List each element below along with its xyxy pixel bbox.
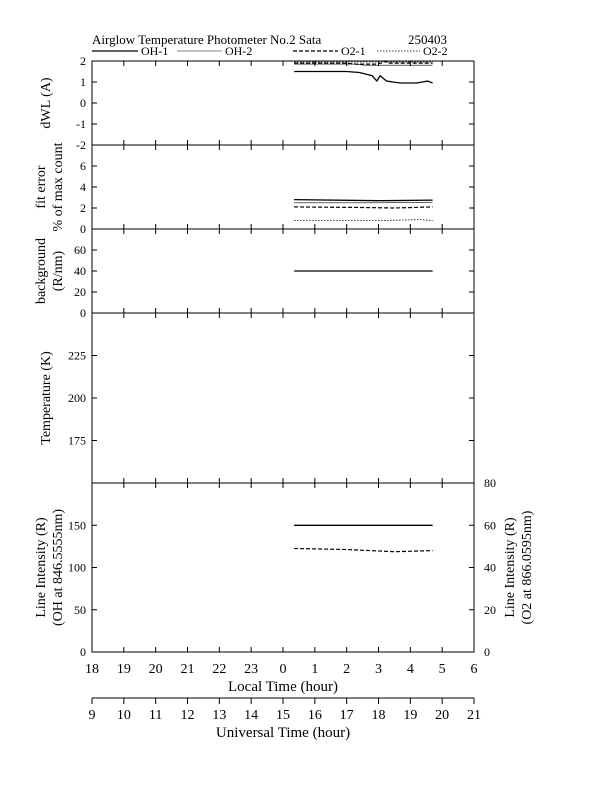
panel-frame-temp — [92, 313, 474, 483]
y-tick-label-int: 0 — [80, 645, 86, 659]
y-right-axis-label: Line Intensity (R) — [503, 517, 518, 618]
chart-title: Airglow Temperature Photometer No.2 Sata — [92, 32, 322, 47]
local-time-tick-label: 0 — [279, 662, 287, 677]
local-time-tick-label: 18 — [85, 662, 99, 677]
local-time-tick-label: 19 — [116, 662, 131, 677]
local-time-tick-label: 4 — [406, 662, 414, 677]
y-tick-label-bg: 40 — [74, 264, 86, 278]
y-right-tick-label: 40 — [484, 560, 496, 575]
y-right-axis-label: (O2 at 866.0595nm) — [520, 510, 535, 625]
ut-tick-label: 17 — [339, 708, 354, 723]
y-tick-label-fit: 2 — [80, 201, 86, 215]
ut-tick-label: 11 — [148, 708, 163, 723]
y-axis-label-dwl: dWL (A) — [39, 77, 54, 129]
ut-tick-label: 16 — [307, 708, 322, 723]
y-right-tick-label: 20 — [484, 602, 496, 617]
y-tick-label-dwl: -2 — [76, 138, 86, 152]
y-axis-label-bg: background — [34, 237, 49, 305]
y-tick-label-int: 50 — [74, 602, 86, 617]
local-time-tick-label: 21 — [180, 662, 195, 677]
y-tick-label-dwl: 2 — [80, 54, 86, 68]
x-axes — [85, 662, 481, 741]
y-tick-label-temp: 225 — [68, 348, 86, 363]
y-tick-label-temp: 200 — [68, 391, 86, 405]
local-time-tick-label: 23 — [244, 662, 259, 677]
series-line-fit-oh-1 — [294, 200, 433, 201]
date-code: 250403 — [408, 32, 447, 47]
ut-tick-label: 12 — [180, 708, 195, 723]
y-axis-label-int: Line Intensity (R) — [34, 517, 49, 618]
panels — [34, 54, 535, 659]
y-axis-label-fit: fit error — [34, 165, 49, 209]
y-axis-label-temp: Temperature (K) — [39, 351, 54, 445]
y-tick-label-temp: 175 — [68, 433, 86, 448]
y-right-tick-label: 80 — [484, 476, 496, 490]
local-time-tick-label: 20 — [148, 662, 163, 677]
series-line-fit-o2-1 — [294, 207, 433, 208]
ut-tick-label: 14 — [244, 708, 259, 723]
local-time-tick-label: 3 — [375, 662, 382, 677]
panel-frame-int — [92, 483, 474, 652]
y-tick-label-dwl: -1 — [76, 117, 86, 131]
local-time-axis-label: Local Time (hour) — [228, 679, 338, 695]
legend-label-o2-2: O2-2 — [423, 44, 448, 58]
ut-tick-label: 18 — [371, 708, 386, 723]
panel-frame-dwl — [92, 61, 474, 145]
local-time-tick-label: 1 — [311, 662, 319, 677]
ut-tick-label: 13 — [212, 708, 227, 723]
legend-label-o2-1: O2-1 — [341, 44, 366, 58]
ut-tick-label: 15 — [276, 708, 290, 723]
y-tick-label-int: 150 — [68, 518, 86, 533]
y-axis-label-bg: (R/nm) — [51, 250, 66, 292]
y-tick-label-bg: 20 — [74, 285, 86, 299]
series-line-fit-oh-2 — [294, 202, 433, 203]
panel-fit — [34, 142, 474, 236]
legend-label-oh-1: OH-1 — [141, 44, 169, 58]
y-tick-label-fit: 6 — [80, 159, 86, 173]
panel-frame-fit — [92, 145, 474, 229]
panel-temp — [39, 313, 474, 483]
y-tick-label-bg: 0 — [80, 306, 86, 320]
ut-axis-label: Universal Time (hour) — [215, 725, 351, 741]
y-axis-label-int: (OH at 846.5555nm) — [51, 508, 66, 627]
local-time-tick-label: 6 — [470, 662, 478, 677]
series-line-fit-o2-2 — [294, 220, 433, 221]
local-time-tick-label: 22 — [212, 662, 227, 677]
ut-tick-label: 21 — [467, 708, 481, 723]
y-tick-label-fit: 0 — [80, 222, 86, 236]
panel-int — [34, 476, 535, 659]
ut-tick-label: 19 — [403, 708, 418, 723]
ut-tick-label: 9 — [88, 708, 96, 723]
series-line-int-o2-1 — [294, 549, 433, 552]
ut-tick-label: 20 — [435, 708, 450, 723]
series-line-dwl-oh-1 — [294, 72, 433, 84]
local-time-tick-label: 5 — [438, 662, 446, 677]
y-tick-label-fit: 4 — [80, 180, 86, 194]
y-tick-label-dwl: 1 — [80, 75, 86, 89]
y-tick-label-bg: 60 — [74, 243, 86, 257]
y-tick-label-dwl: 0 — [80, 96, 86, 110]
ut-tick-label: 10 — [116, 708, 131, 723]
panel-dwl — [39, 54, 474, 152]
local-time-tick-label: 2 — [343, 662, 351, 677]
y-right-tick-label: 60 — [484, 518, 496, 533]
y-tick-label-int: 100 — [68, 560, 86, 575]
legend-label-oh-2: OH-2 — [225, 44, 253, 58]
y-axis-label-fit: % of max count — [51, 142, 66, 232]
y-right-tick-label: 0 — [484, 645, 490, 659]
panel-bg — [34, 229, 474, 320]
